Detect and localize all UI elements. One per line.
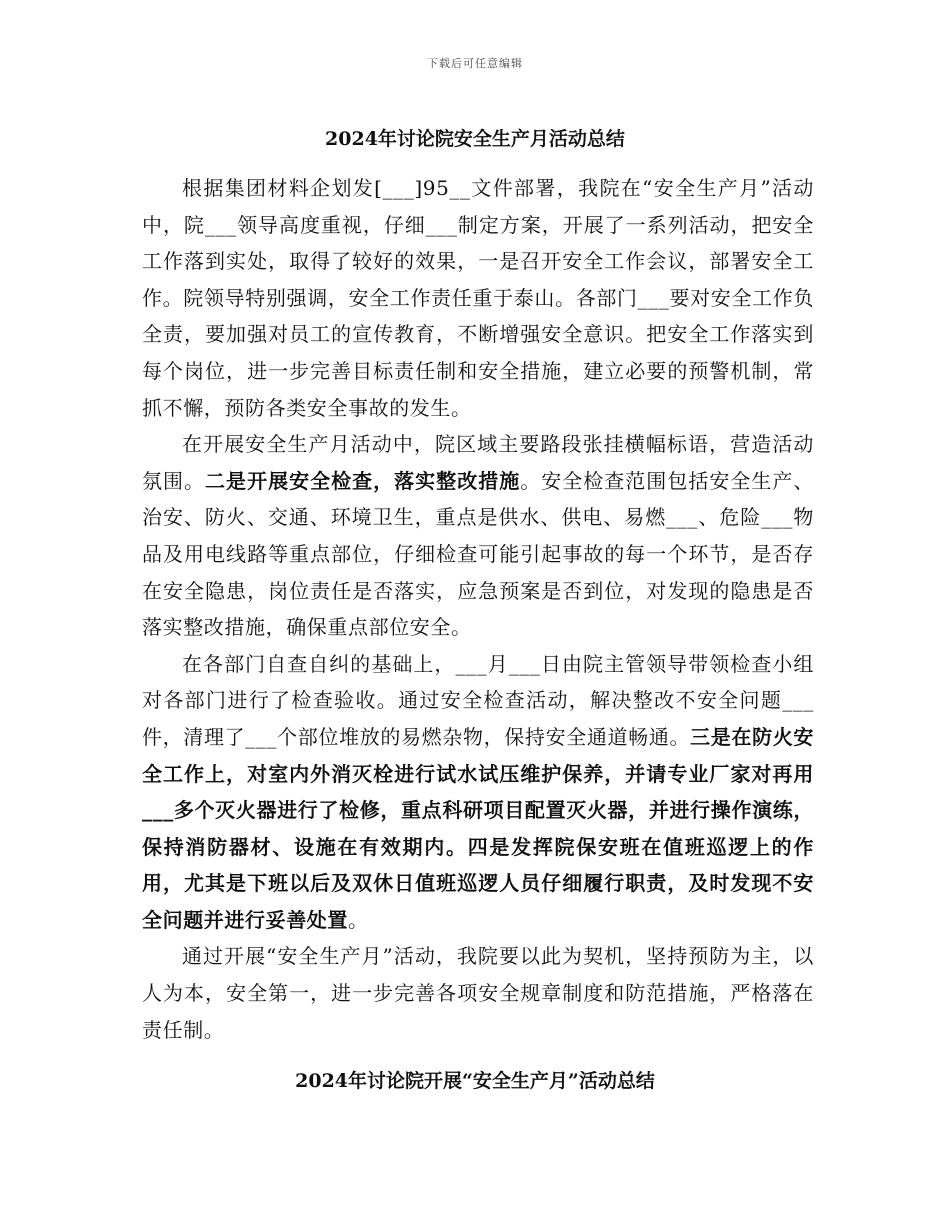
paragraph-2-bold-heading: 二是开展安全检查，落实整改措施	[205, 468, 521, 493]
paragraph-3-text-a: 在各部门自查自纠的基础上，___月___日由院主管领导带领检查小组对各部门进行了检查验收。通过安全检查活动，解决整改不安全问题___件，清理了___个部位堆放的易燃杂物，保持安全通道畅通。	[142, 651, 814, 749]
paragraph-2-text-a: 在开展安全生产月活动中，院区域主要路段张挂横幅标语，营造活动氛围。	[142, 432, 814, 493]
paragraph-3	[142, 646, 814, 939]
paragraph-4: 通过开展“安全生产月”活动，我院要以此为契机，坚持预防为主，以人为本，安全第一，进一步完善各项安全规章制度和防范措施，严格落在责任制。	[142, 944, 814, 1042]
paragraph-3-text-c: 。	[348, 907, 369, 932]
paragraph-1: 根据集团材料企划发[___]95__文件部署，我院在“安全生产月”活动中，院___领导高度重视，仔细___制定方案，开展了一系列活动，把安全工作落到实处，取得了较好的效果，一是召开安全工作会议，部署安全工作。院领导特别强调，安全工作责任重于泰山。各部门___要对安全工作负全责，要加强对员工的宣传教育，不断增强安全意识。把安全工作落实到每个岗位，进一步完善目标责任制和安全措施，建立必要的预警机制，常抓不懈，预防各类安全事故的发生。	[142, 176, 814, 420]
paragraph-3-bold-section: 三是在防火安全工作上，对室内外消灭栓进行试水试压维护保养，并请专业厂家对再用___多个灭火器进行了检修，重点科研项目配置灭火器，并进行操作演练，保持消防器材、设施在有效期内。四是发挥院保安班在值班巡逻上的作用，尤其是下班以后及双休日值班巡逻人员仔细履行职责，及时发现不安全问题并进行妥善处置	[142, 724, 814, 932]
paragraph-2	[142, 426, 814, 646]
header-note: 下载后可任意编辑	[427, 57, 523, 70]
paragraph-2-text-c: 。安全检查范围包括安全生产、治安、防火、交通、环境卫生，重点是供水、供电、易燃___、危险___物品及用电线路等重点部位，仔细检查可能引起事故的每一个环节，是否存在安全隐患，岗位责任是否落实，应急预案是否到位，对发现的隐患是否落实整改措施，确保重点部位安全。	[142, 468, 814, 640]
section-title: 2024年讨论院开展“安全生产月”活动总结	[295, 1070, 655, 1092]
page-title: 2024年讨论院安全生产月活动总结	[325, 128, 625, 150]
document-body	[142, 170, 814, 1048]
